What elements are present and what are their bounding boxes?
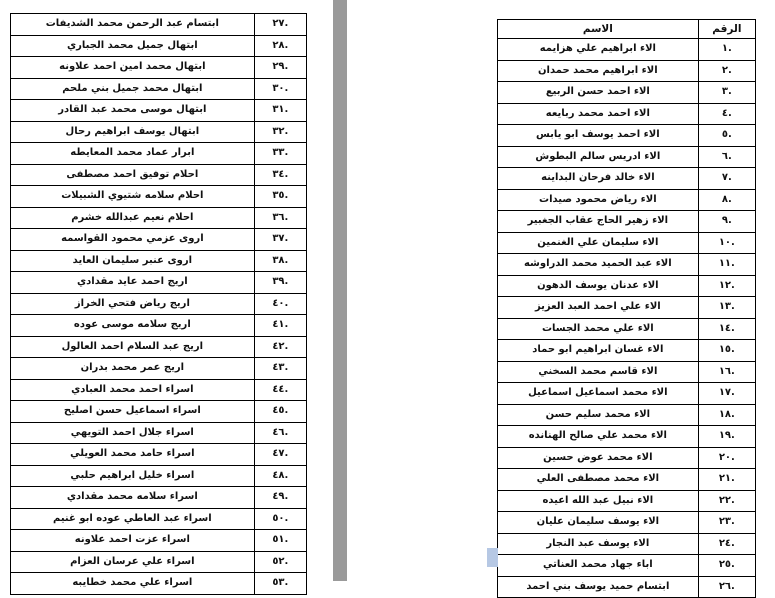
table-row [498,469,756,491]
row-number: .١٩ [698,426,755,448]
row-name: اسراء جلال احمد التويهي [11,422,255,444]
row-name: اسراء حامد محمد العويلي [11,444,255,466]
table-row [498,125,756,147]
row-name: الاء سليمان علي الغنمين [498,232,699,254]
row-number: .٣٤ [254,164,306,186]
row-number: .١٢ [698,275,755,297]
row-number: .٢٢ [698,490,755,512]
row-name: اباء جهاد محمد العناتي [498,555,699,577]
row-name: الاء يوسف عبد النجار [498,533,699,555]
table-row [498,60,756,82]
row-name: ابتهال محمد جميل بني ملحم [11,78,255,100]
row-number: .٤٨ [254,465,306,487]
row-number: .١٤ [698,318,755,340]
row-number: .٢٣ [698,512,755,534]
table-row [498,82,756,104]
row-name: اروى عنبر سليمان العايد [11,250,255,272]
row-number: .٦ [698,146,755,168]
row-number: .٣٦ [254,207,306,229]
row-name: اريج احمد عايد مقدادي [11,272,255,294]
row-number: .٢١ [698,469,755,491]
row-number: .٣٩ [254,272,306,294]
row-name: اسراء سلامه محمد مقدادي [11,487,255,509]
row-name: الاء محمد اسماعيل اسماعيل [498,383,699,405]
table-row [11,229,307,251]
table-row [11,530,307,552]
row-number: .٢٠ [698,447,755,469]
row-name: الاء عبد الحميد محمد الدراوشه [498,254,699,276]
row-name: الاء قاسم محمد السخني [498,361,699,383]
table-row [11,143,307,165]
row-name: اسراء علي محمد خطايبه [11,573,255,595]
row-name: الاء ابراهيم علي هزايمه [498,39,699,61]
row-number: .١٦ [698,361,755,383]
row-name: اسراء اسماعيل حسن اصليح [11,401,255,423]
row-name: الاء غسان ابراهيم ابو حماد [498,340,699,362]
row-name: الاء رياض محمود صيدات [498,189,699,211]
row-name: ابرار عماد محمد المعايطه [11,143,255,165]
table-row [11,207,307,229]
row-number: .٢٦ [698,576,755,598]
table-row [498,39,756,61]
row-name: الاء محمد سليم حسن [498,404,699,426]
row-number: .٢٨ [254,35,306,57]
row-number: .١٧ [698,383,755,405]
row-name: اسراء عزت احمد علاونه [11,530,255,552]
row-number: .٥١ [254,530,306,552]
row-name: الاء علي محمد الجسات [498,318,699,340]
header-number: الرقم [698,20,755,39]
table-row [11,315,307,337]
row-number: .٩ [698,211,755,233]
row-name: اسراء عبد العاطي عوده ابو غنيم [11,508,255,530]
row-number: .٥٢ [254,551,306,573]
row-number: .١٨ [698,404,755,426]
page-gap-divider [333,0,347,581]
table-row [11,444,307,466]
row-number: .٣٢ [254,121,306,143]
table-row [498,297,756,319]
row-number: .٢٧ [254,14,306,36]
table-row [11,35,307,57]
table-row [11,100,307,122]
table-row [11,487,307,509]
row-name: احلام سلامه شتيوي الشبيلات [11,186,255,208]
row-number: .١٠ [698,232,755,254]
table-row [498,318,756,340]
table-row [498,168,756,190]
row-number: .٢٤ [698,533,755,555]
table-row [498,340,756,362]
table-row [498,103,756,125]
row-number: .٣٧ [254,229,306,251]
table-row [11,358,307,380]
row-name: الاء ادريس سالم البطوش [498,146,699,168]
row-number: .٣ [698,82,755,104]
row-name: ابتسام حميد يوسف بني احمد [498,576,699,598]
table-row [11,57,307,79]
table-row [498,512,756,534]
row-number: .٤٩ [254,487,306,509]
table-row [11,379,307,401]
header-name: الاسم [498,20,699,39]
row-number: .٤٦ [254,422,306,444]
table-row [498,447,756,469]
row-name: الاء احمد حسن الربيع [498,82,699,104]
table-row [11,293,307,315]
row-name: اريج عبد السلام احمد العالول [11,336,255,358]
row-name: اسراء خليل ابراهيم حلبي [11,465,255,487]
selection-marker [487,548,498,567]
row-number: .٨ [698,189,755,211]
row-name: الاء ابراهيم محمد حمدان [498,60,699,82]
row-name: اريج رياض فتحي الخراز [11,293,255,315]
row-number: .٥٠ [254,508,306,530]
row-number: .٣١ [254,100,306,122]
table-row [498,576,756,598]
row-name: الاء يوسف سليمان عليان [498,512,699,534]
row-name: الاء خالد فرحان البداينه [498,168,699,190]
row-number: .٣٠ [254,78,306,100]
table-row [11,272,307,294]
table-row [11,422,307,444]
row-number: .٤٤ [254,379,306,401]
table-row [498,426,756,448]
row-name: الاء محمد علي صالح الهنانده [498,426,699,448]
table-row [11,250,307,272]
row-name: اسراء احمد محمد العبادي [11,379,255,401]
row-name: ابتهال محمد امين احمد علاونه [11,57,255,79]
row-number: .٢٩ [254,57,306,79]
table-row [11,186,307,208]
table-row [11,14,307,36]
row-number: .٥٣ [254,573,306,595]
row-number: .١٣ [698,297,755,319]
table-row [11,121,307,143]
table-row [11,551,307,573]
row-number: .٤٢ [254,336,306,358]
row-name: احلام توفيق احمد مصطفى [11,164,255,186]
row-name: ابتهال يوسف ابراهيم رحال [11,121,255,143]
row-number: .٤٧ [254,444,306,466]
row-number: .٤ [698,103,755,125]
row-name: الاء محمد عوض حسين [498,447,699,469]
row-number: .٤١ [254,315,306,337]
table-row [498,404,756,426]
names-table [497,19,756,598]
table-row [498,189,756,211]
left-table-body [11,14,307,595]
names-table-continued [10,13,307,595]
table-row [11,573,307,595]
table-row [11,401,307,423]
table-row [498,383,756,405]
row-number: .٣٨ [254,250,306,272]
row-name: ابتهال موسى محمد عبد القادر [11,100,255,122]
row-name: اروى عزمي محمود القواسمه [11,229,255,251]
table-row [498,555,756,577]
table-row [498,254,756,276]
table-row [11,336,307,358]
table-row [498,533,756,555]
row-number: .٢ [698,60,755,82]
table-row [498,146,756,168]
row-name: الاء نبيل عبد الله اعيده [498,490,699,512]
row-name: احلام نعيم عبدالله خشرم [11,207,255,229]
row-number: .٥ [698,125,755,147]
row-number: .٣٣ [254,143,306,165]
row-number: .٤٣ [254,358,306,380]
table-row [11,508,307,530]
row-name: ابتسام عبد الرحمن محمد الشديفات [11,14,255,36]
row-number: .٤٥ [254,401,306,423]
row-name: الاء احمد يوسف ابو يابس [498,125,699,147]
table-header-row [498,20,756,39]
row-name: ابتهال جميل محمد الجباري [11,35,255,57]
row-name: الاء احمد محمد ربايعه [498,103,699,125]
table-row [498,490,756,512]
table-row [11,164,307,186]
right-table-body [498,39,756,598]
row-name: اريج عمر محمد بدران [11,358,255,380]
table-row [498,211,756,233]
row-number: .١١ [698,254,755,276]
row-number: .١٥ [698,340,755,362]
row-name: الاء علي احمد العبد العزيز [498,297,699,319]
row-number: .٢٥ [698,555,755,577]
row-name: اسراء علي عرسان العزام [11,551,255,573]
table-row [11,78,307,100]
row-number: .٤٠ [254,293,306,315]
row-name: الاء عدنان يوسف الدهون [498,275,699,297]
row-number: .٣٥ [254,186,306,208]
table-row [11,465,307,487]
row-name: الاء محمد مصطفى العلي [498,469,699,491]
row-name: الاء زهير الحاج عقاب الجغبير [498,211,699,233]
row-name: اريج سلامه موسى عوده [11,315,255,337]
table-row [498,361,756,383]
table-row [498,275,756,297]
table-row [498,232,756,254]
row-number: .١ [698,39,755,61]
row-number: .٧ [698,168,755,190]
